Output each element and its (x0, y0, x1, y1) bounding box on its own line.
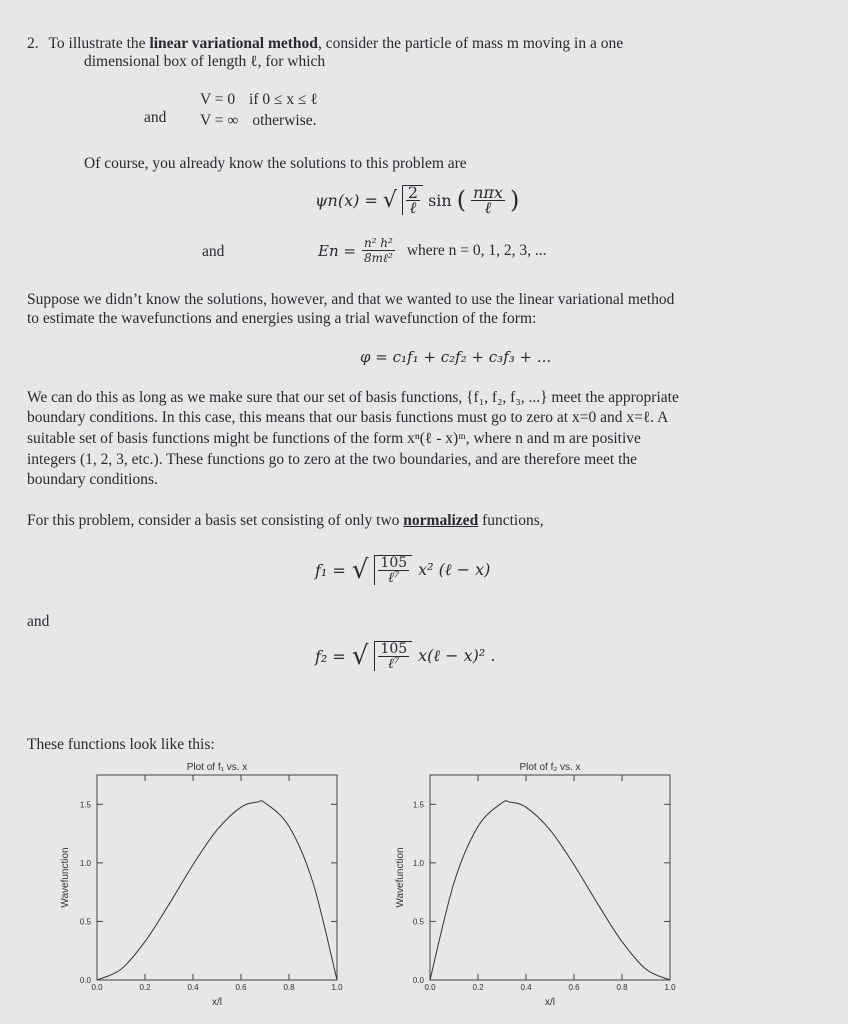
consider-pre: For this problem, consider a basis set consisting of only two (27, 512, 404, 529)
psi-sqrt (402, 185, 423, 215)
consider-line (27, 511, 544, 531)
x-tick-label: 0.0 (424, 983, 436, 992)
potential-line1-cond: if 0 ≤ x ≤ ℓ (249, 91, 318, 108)
y-tick-label: 0.0 (412, 976, 424, 985)
x-tick-label: 0.8 (283, 983, 295, 992)
plot-frame (97, 775, 337, 980)
problem-intro (27, 34, 827, 54)
problem-number: 2. (27, 35, 39, 52)
e-frac (362, 236, 395, 265)
potential-line1 (200, 90, 318, 110)
x-tick-label: 0.0 (91, 983, 103, 992)
chart-title: Plot of f₂ vs. x (519, 762, 581, 773)
plot-frame (430, 775, 670, 980)
potential-line2-lhs: V = ∞ (200, 112, 239, 129)
x-tick-label: 0.4 (520, 983, 532, 992)
chart-f2 (385, 758, 685, 1010)
potential-line2 (200, 111, 316, 131)
y-tick-label: 0.5 (79, 917, 91, 927)
x-tick-label: 1.0 (664, 983, 676, 992)
f2-rhs: x(ℓ − x)² . (418, 646, 496, 665)
x-tick-label: 0.6 (235, 983, 247, 992)
f2-equation: f₂ = √ $\frac{105}{\text{ℓ⁷}}$ x(ℓ − x)² . (315, 641, 496, 672)
y-tick-label: 1.0 (412, 858, 424, 868)
y-tick-label: 1.5 (79, 800, 91, 810)
y-tick-label: 0.5 (412, 917, 424, 927)
y-tick-label: 1.5 (412, 800, 424, 810)
f2-curve (430, 801, 670, 980)
e-lhs: En = (318, 241, 356, 260)
psi-sin: sin (428, 190, 452, 210)
x-axis-label: x/l (212, 997, 222, 1008)
f1-equation: f₁ = √ $\frac{105}{\text{ℓ⁷}}$ x² (ℓ − x) (315, 555, 491, 586)
suppose-line2: to estimate the wavefunctions and energies using a trial wavefunction of the form: (27, 310, 537, 327)
e-where: where n = 0, 1, 2, 3, ... (406, 241, 547, 259)
y-tick-label: 0.0 (79, 976, 91, 985)
basis-line4: integers (1, 2, 3, etc.). These functions go to zero at the two boundaries, and are therefore meet the (27, 451, 638, 468)
chart-f1 (50, 758, 350, 1010)
intro-pre: To illustrate the (48, 35, 150, 52)
x-tick-label: 0.8 (616, 983, 628, 992)
x-tick-label: 0.2 (139, 983, 151, 992)
suppose-line1: Suppose we didn’t know the solutions, however, and that we wanted to use the linear variational method (27, 291, 675, 308)
psi-lhs: ψn(x) = (315, 190, 378, 210)
f2-den: ℓ⁷ (388, 656, 400, 672)
f2-lhs: f₂ = (315, 646, 346, 666)
known-and: and (202, 243, 225, 260)
x-tick-label: 1.0 (331, 983, 343, 992)
energy-equation (318, 236, 546, 265)
basis-line3: suitable set of basis functions might be functions of the form xⁿ(ℓ - x)ᵐ, where n and m are positive (27, 430, 641, 447)
psi-equation: ψn(x) = √ $\frac{2}{\text{ℓ}}$ sin ( $\frac{\text{nπx}}{\text{ℓ}}$ ) (315, 182, 520, 217)
y-tick-label: 1.0 (79, 858, 91, 868)
chart-title: Plot of f₁ vs. x (186, 762, 248, 773)
look-text: These functions look like this: (27, 736, 215, 753)
intro-line2: dimensional box of length ℓ, for which (84, 53, 326, 70)
f1-num: 105 (380, 555, 408, 571)
psi-arg-num: nπx (473, 182, 503, 202)
psi-arg-den: ℓ (484, 197, 492, 217)
consider-and: and (27, 613, 50, 630)
f2-num: 105 (380, 641, 408, 657)
intro-bold: linear variational method (149, 35, 318, 52)
f1-lhs: f₁ = (315, 560, 346, 580)
x-tick-label: 0.6 (568, 983, 580, 992)
e-num: n² h² (363, 236, 393, 250)
psi-sqrt-num: 2 (407, 183, 419, 202)
f1-rhs: x² (ℓ − x) (418, 560, 491, 579)
e-den: 8mℓ² (363, 251, 393, 265)
f1-sqrt (374, 555, 412, 585)
f1-den: ℓ⁷ (388, 570, 400, 586)
y-axis-label: Wavefunction (395, 847, 406, 908)
intro-post: , consider the particle of mass m moving in a one (317, 35, 624, 52)
x-axis-label: x/l (545, 997, 555, 1008)
potential-line1-lhs: V = 0 (200, 91, 236, 108)
f1-curve (97, 801, 337, 980)
consider-post: functions, (478, 512, 544, 529)
psi-arg (471, 182, 505, 217)
x-tick-label: 0.2 (472, 983, 484, 992)
consider-bold: normalized (403, 512, 479, 529)
basis-line5: boundary conditions. (27, 471, 158, 488)
potential-and: and (144, 109, 167, 126)
x-tick-label: 0.4 (187, 983, 199, 992)
known-text: Of course, you already know the solutions to this problem are (84, 155, 467, 172)
basis-line2: boundary conditions. In this case, this means that our basis functions must go to zero at x=0 and x=ℓ. A (27, 409, 669, 426)
y-axis-label: Wavefunction (60, 847, 71, 908)
f2-sqrt (374, 641, 412, 671)
trial-wavefunction: φ = c₁f₁ + c₂f₂ + c₃f₃ + ... (360, 348, 552, 366)
potential-line2-cond: otherwise. (252, 112, 317, 129)
psi-sqrt-den: ℓ (409, 198, 417, 217)
basis-line1: We can do this as long as we make sure that our set of basis functions, {f₁, f₂, f₃, ...} meet the appropriate (27, 389, 679, 406)
